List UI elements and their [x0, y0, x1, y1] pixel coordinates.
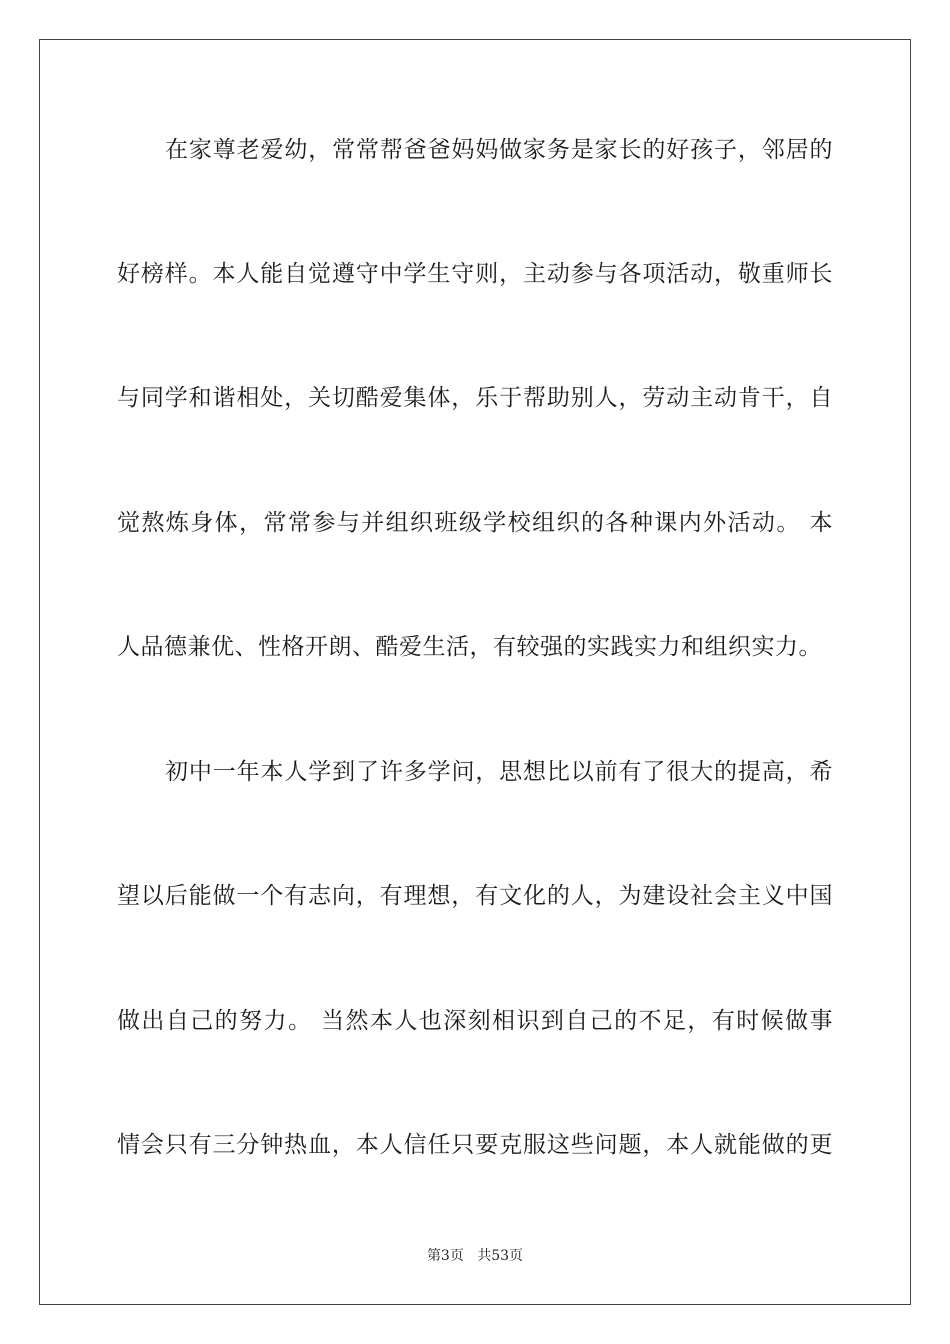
- paragraph-line: 初中一年本人学到了许多学问，思想比以前有了很大的提高，希: [165, 759, 833, 785]
- paragraph-line: 人品德兼优、性格开朗、酷爱生活，有较强的实践实力和组织实力。: [117, 634, 822, 660]
- total-pages: 共53页: [477, 1248, 524, 1264]
- page-number: 第3页: [426, 1248, 464, 1264]
- paragraph-line: 望以后能做一个有志向，有理想，有文化的人，为建设社会主义中国: [117, 883, 833, 909]
- page-border: [39, 39, 911, 1305]
- paragraph-line: 做出自己的努力。 当然本人也深刻相识到自己的不足，有时候做事: [117, 1008, 833, 1034]
- page-footer: [0, 1246, 950, 1266]
- paragraph-line: 与同学和谐相处，关切酷爱集体，乐于帮助别人，劳动主动肯干，自: [117, 385, 833, 411]
- paragraph-line: 觉熬炼身体，常常参与并组织班级学校组织的各种课内外活动。 本: [117, 510, 833, 536]
- paragraph-line: 情会只有三分钟热血，本人信任只要克服这些问题，本人就能做的更: [117, 1132, 833, 1158]
- paragraph-line: 在家尊老爱幼，常常帮爸爸妈妈做家务是家长的好孩子，邻居的: [165, 137, 833, 163]
- paragraph-line: 好榜样。本人能自觉遵守中学生守则，主动参与各项活动，敬重师长: [117, 261, 833, 287]
